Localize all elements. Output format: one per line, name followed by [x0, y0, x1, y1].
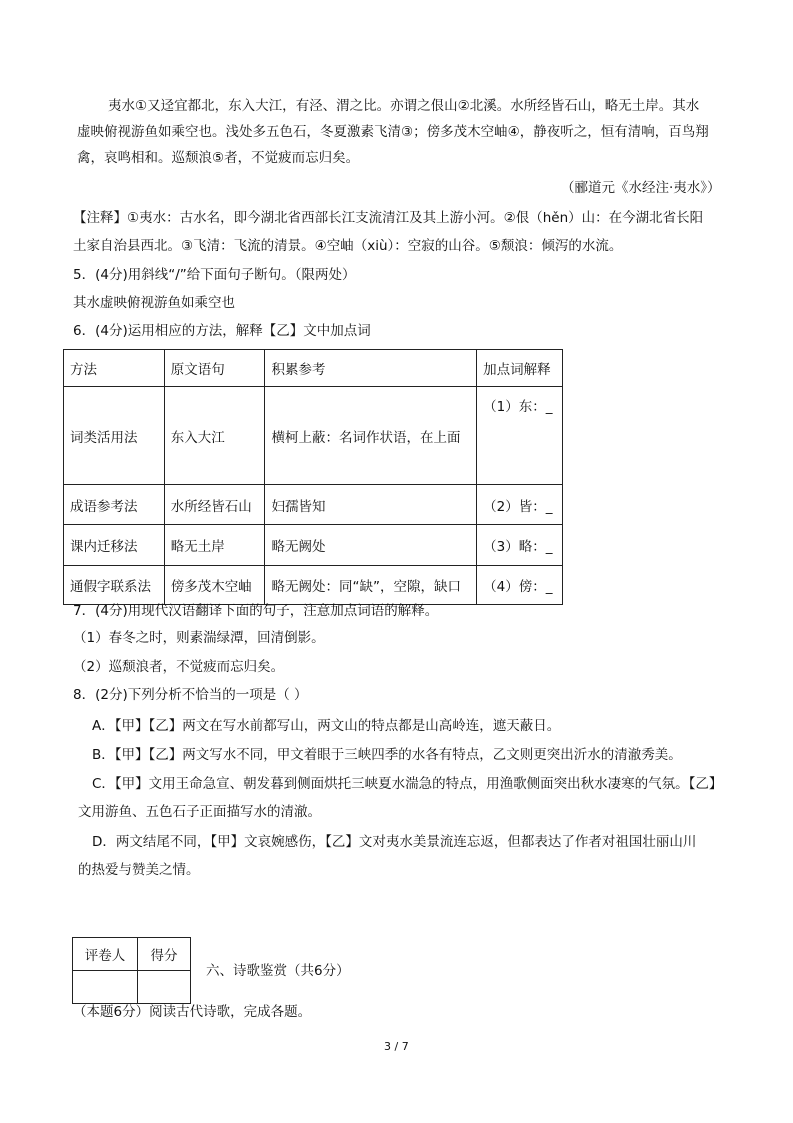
section-6-instruction: （本题6分）阅读古代诗歌，完成各题。 [73, 1004, 312, 1020]
table-cell-reference: 妇孺皆知 [265, 485, 477, 525]
table-cell-reference: 略无阙处：同“缺”，空隙，缺口 [265, 566, 477, 605]
page-number: 3 / 7 [384, 1040, 409, 1053]
notes-line-1: 【注释】①夷水：古水名，即今湖北省西部长江支流清江及其上游小河。②佷（hěn）山：在今湖北省长阳 [73, 210, 704, 226]
question-5-sentence: 其水虚映俯视游鱼如乘空也 [73, 295, 235, 311]
score-field[interactable] [138, 971, 191, 1004]
table-row [64, 485, 563, 525]
table-cell-reference: 略无阙处 [265, 525, 477, 566]
table-cell-method: 词类活用法 [64, 387, 165, 485]
table-header-cell: 原文语句 [164, 350, 265, 387]
table-row [64, 387, 563, 485]
option-b[interactable]: B．【甲】【乙】两文写水不同，甲文着眼于三峡四季的水各有特点，乙文则更突出沂水的清澈秀美。 [92, 747, 682, 763]
question-5: 5．(4分)用斜线“/”给下面句子断句。（限两处） [73, 267, 356, 283]
option-d-continued: 的热爱与赞美之情。 [78, 862, 200, 878]
method-table [63, 349, 563, 605]
grader-field[interactable] [73, 971, 138, 1004]
table-cell-sentence: 傍多茂木空岫 [164, 566, 265, 605]
table-cell-method: 课内迁移法 [64, 525, 165, 566]
table-cell-answer[interactable]: （2）皆：_ [477, 485, 563, 525]
table-cell-answer[interactable]: （3）略：_ [477, 525, 563, 566]
table-row [64, 566, 563, 605]
table-cell-sentence: 略无土岸 [164, 525, 265, 566]
passage-line-2: 虚映俯视游鱼如乘空也。浅处多五色石，冬夏激素飞清③；傍多茂木空岫④，静夜听之，恒有清响，百鸟翔 [77, 124, 709, 140]
option-d[interactable]: D．两文结尾不同，【甲】文哀婉感伤，【乙】文对夷水美景流连忘返，但都表达了作者对祖国壮丽山川 [92, 834, 697, 850]
table-cell-sentence: 水所经皆石山 [164, 485, 265, 525]
table-header-cell: 加点词解释 [477, 350, 563, 387]
table-header-row [64, 350, 563, 387]
table-header-cell: 方法 [64, 350, 165, 387]
grader-label: 评卷人 [73, 938, 138, 971]
question-7-sentence-2: （2）巡颓浪者，不觉疲而忘归矣。 [73, 659, 285, 675]
question-7-sentence-1: （1）春冬之时，则素湍绿潭，回清倒影。 [73, 630, 325, 646]
section-6-title: 六、诗歌鉴赏（共6分） [206, 963, 350, 979]
score-label: 得分 [138, 938, 191, 971]
table-cell-method: 成语参考法 [64, 485, 165, 525]
question-6: 6．(4分)运用相应的方法，解释【乙】文中加点词 [73, 323, 371, 339]
option-a[interactable]: A．【甲】【乙】两文在写水前都写山，两文山的特点都是山高岭连，遮天蔽日。 [92, 718, 561, 734]
table-cell-sentence: 东入大江 [164, 387, 265, 485]
passage-line-1: 夷水①又迳宜都北，东入大江，有泾、渭之比。亦谓之佷山②北溪。水所经皆石山，略无土岸。其水 [108, 98, 700, 114]
table-row [64, 525, 563, 566]
option-c[interactable]: C．【甲】文用王命急宣、朝发暮到侧面烘托三峡夏水湍急的特点，用渔歌侧面突出秋水凄寒的气氛。【乙】 [92, 776, 723, 792]
table-cell-method: 通假字联系法 [64, 566, 165, 605]
question-7: 7．(4分)用现代汉语翻译下面的句子，注意加点词语的解释。 [73, 603, 439, 619]
passage-line-3: 禽，哀鸣相和。巡颓浪⑤者，不觉疲而忘归矣。 [77, 150, 360, 166]
option-c-continued: 文用游鱼、五色石子正面描写水的清澈。 [78, 804, 321, 820]
question-8: 8．(2分)下列分析不恰当的一项是（ ） [73, 687, 308, 703]
table-cell-reference: 横柯上蔽：名词作状语，在上面 [265, 387, 477, 485]
score-box [72, 937, 191, 1004]
passage-source: （郦道元《水经注·夷水》） [561, 180, 721, 196]
table-cell-answer[interactable]: （4）傍：_ [477, 566, 563, 605]
table-cell-answer[interactable]: （1）东：_ [477, 387, 563, 485]
notes-line-2: 土家自治县西北。③飞清：飞流的清景。④空岫（xiù）：空寂的山谷。⑤颓浪：倾泻的水流。 [73, 238, 623, 254]
table-header-cell: 积累参考 [265, 350, 477, 387]
